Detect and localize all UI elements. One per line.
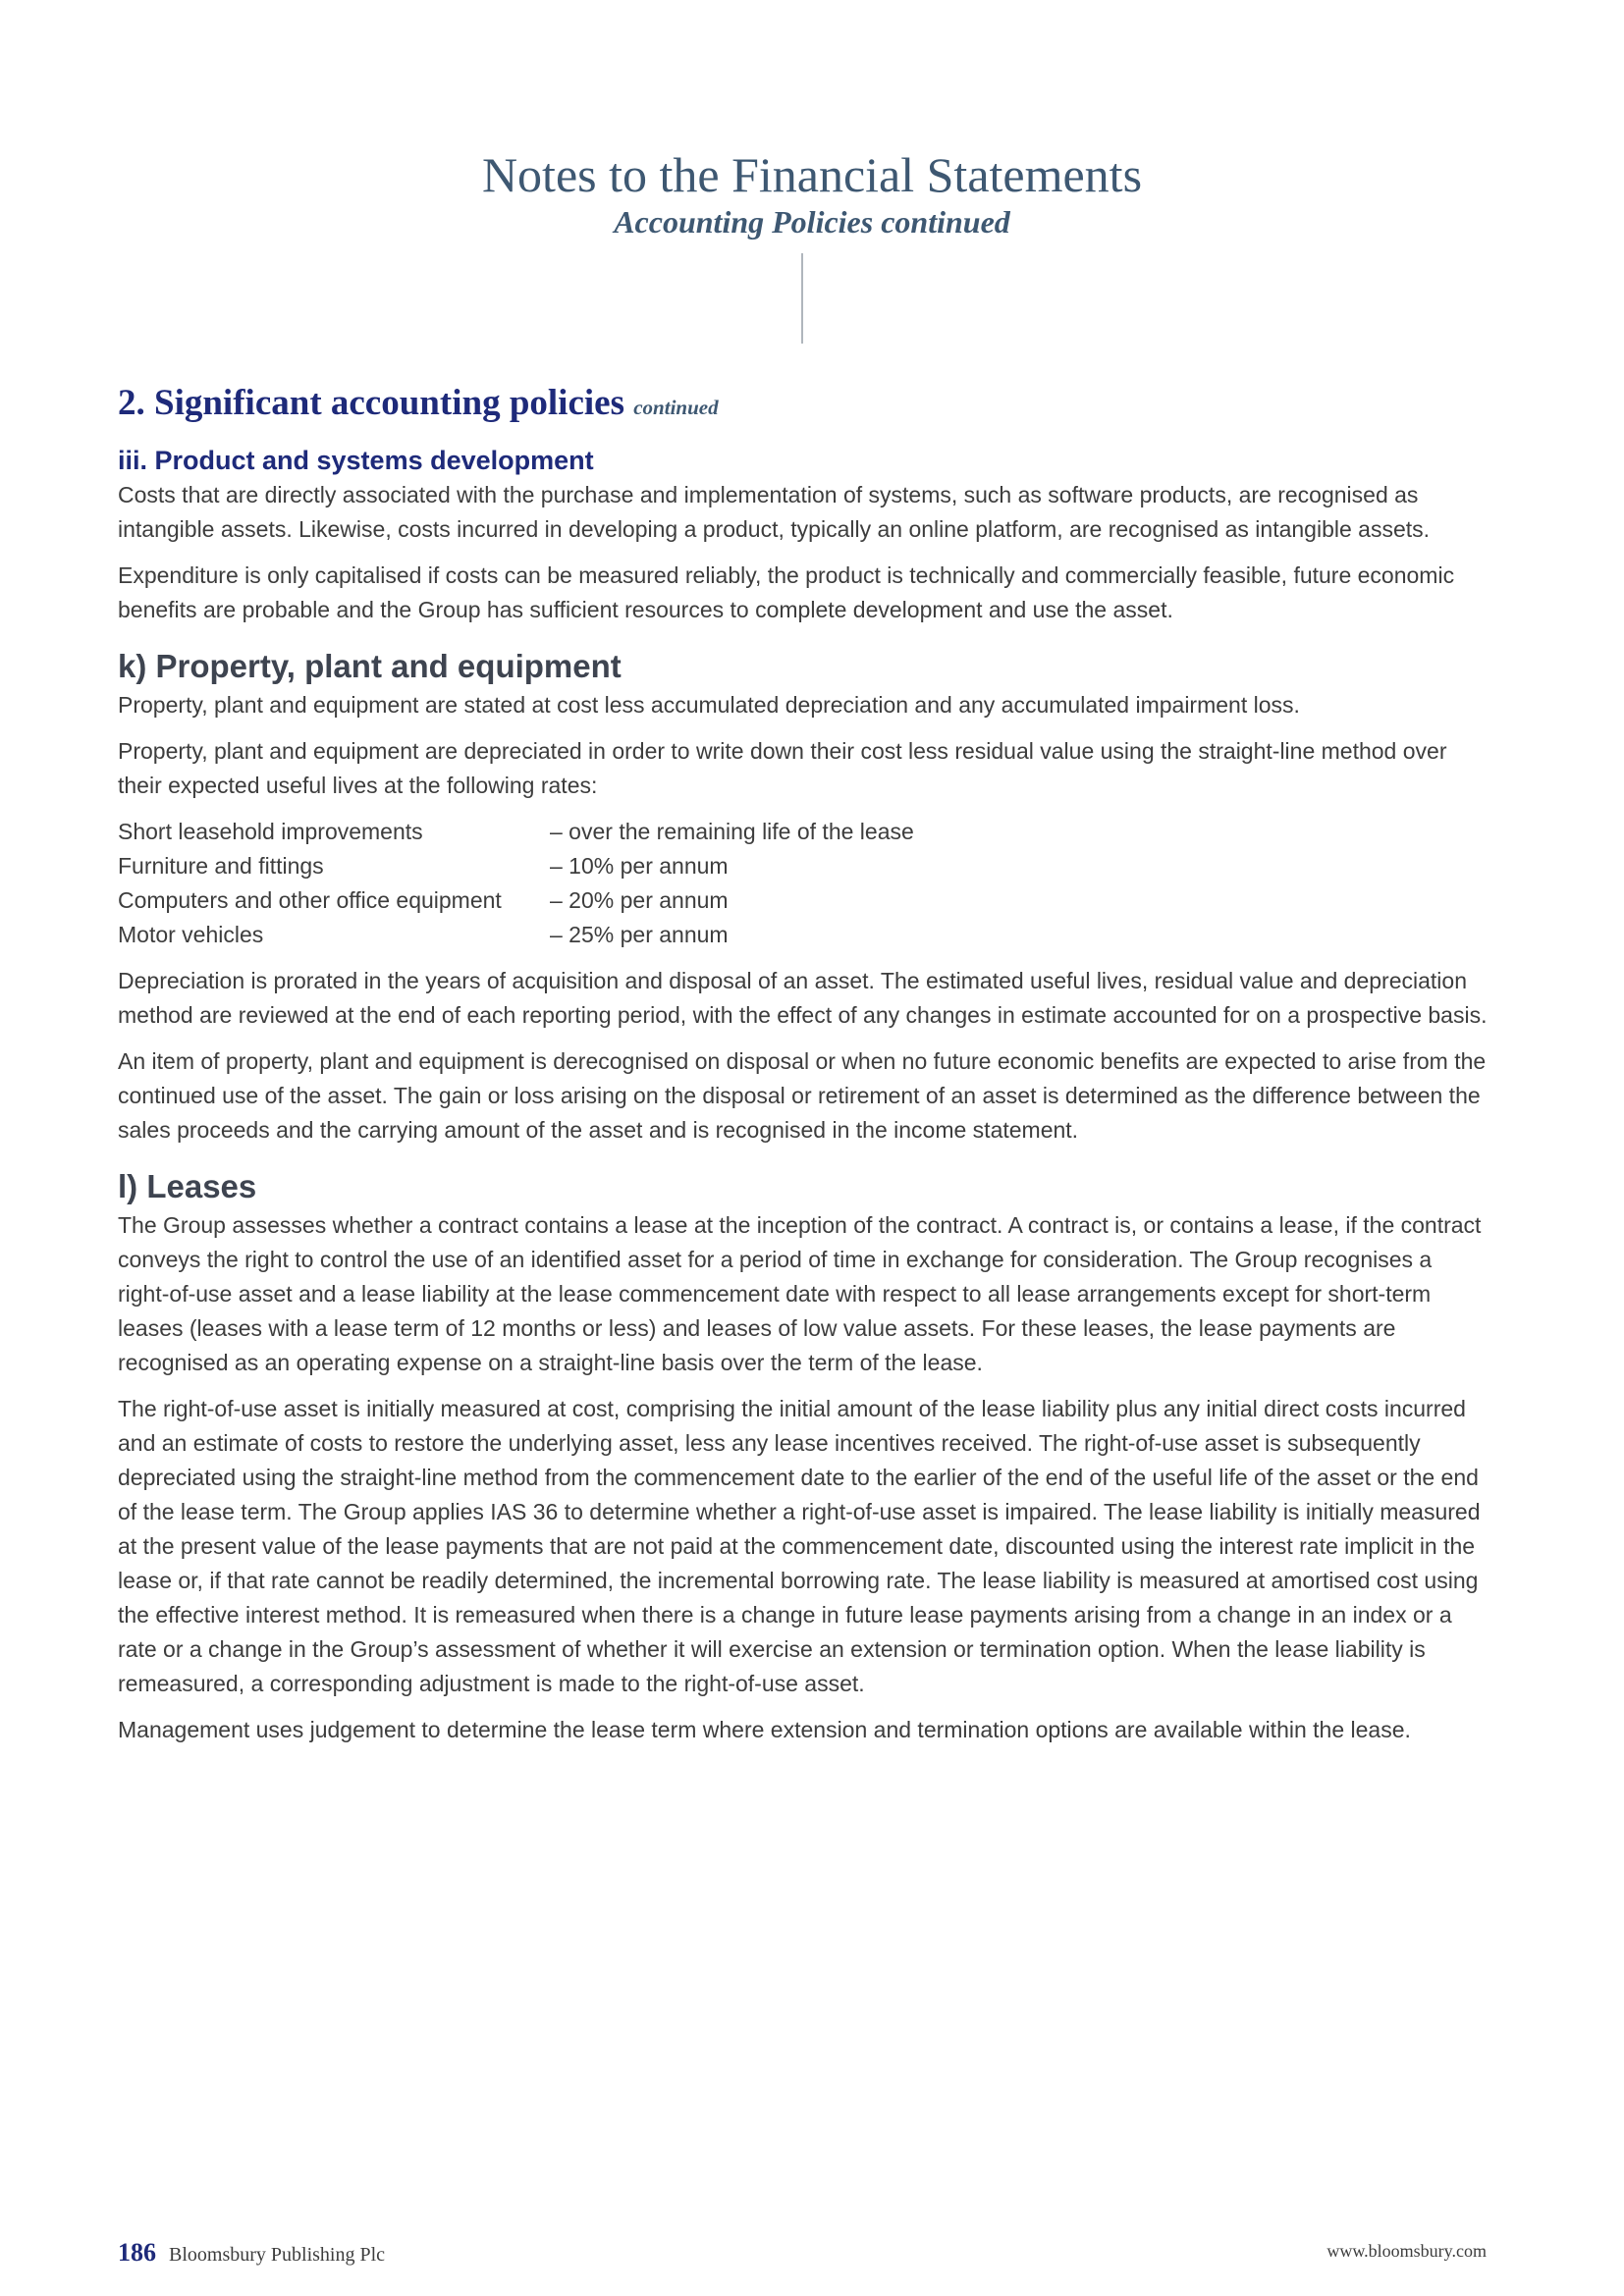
- rate-asset: Computers and other office equipment: [118, 887, 502, 913]
- section-continued-label: continued: [633, 396, 719, 419]
- leases-paragraph: The Group assesses whether a contract contains a lease at the inception of the contract. A contract is, or contains a lease, if the contract conveys the right to control the use of an identified asset for a period of time in exchange for consideration. The Group recognises a right-of-use asset and a lease liability at the lease commencement date with respect to all lease arrangements except for short-term leases (leases with a lease term of 12 months or less) and leases of low value assets. For these leases, the lease payments are recognised as an operating expense on a straight-line basis over the term of the lease.: [118, 1212, 1482, 1375]
- rate-row: [118, 918, 1488, 952]
- ppe-paragraph: Property, plant and equipment are depreciated in order to write down their cost less residual value using the straight-line method over their expected useful lives at the following rates:: [118, 738, 1447, 798]
- product-dev-paragraph: Costs that are directly associated with the purchase and implementation of systems, such as software products, are recognised as intangible assets. Likewise, costs incurred in developing a product, typically an online platform, are recognised as intangible assets.: [118, 482, 1431, 542]
- main-content: [118, 378, 1488, 1759]
- leases-paragraph: Management uses judgement to determine the lease term where extension and termination options are available within the lease.: [118, 1717, 1411, 1742]
- page-footer-left: [118, 2238, 385, 2268]
- ppe-paragraph: An item of property, plant and equipment is derecognised on disposal or when no future economic benefits are expected to arise from the continued use of the asset. The gain or loss arising on the disposal or retirement of an asset is determined as the difference between the sales proceeds and the carrying amount of the asset and is recognised in the income statement.: [118, 1048, 1487, 1143]
- rate-value: – 20% per annum: [550, 887, 729, 913]
- website-link[interactable]: www.bloomsbury.com: [1326, 2241, 1487, 2261]
- ppe-paragraph: Property, plant and equipment are stated at cost less accumulated depreciation and any accumulated impairment loss.: [118, 692, 1300, 718]
- page-subtitle: Accounting Policies continued: [614, 204, 1010, 240]
- leases-heading: l) Leases: [118, 1168, 257, 1204]
- rate-value: – 10% per annum: [550, 853, 729, 879]
- ppe-paragraph: Depreciation is prorated in the years of acquisition and disposal of an asset. The estimated useful lives, residual value and depreciation method are reviewed at the end of each reporting period, with the effect of any changes in estimate accounted for on a prospective basis.: [118, 968, 1488, 1028]
- ppe-heading: k) Property, plant and equipment: [118, 648, 622, 684]
- section-heading: [118, 378, 1488, 433]
- header-divider: [801, 253, 803, 344]
- depreciation-rates-list: [118, 815, 1488, 952]
- product-dev-paragraph: Expenditure is only capitalised if costs can be measured reliably, the product is technically and commercially feasible, future economic benefits are probable and the Group has sufficient resources to complete development and use the asset.: [118, 562, 1455, 622]
- product-dev-heading: iii. Product and systems development: [118, 446, 594, 475]
- leases-paragraph: The right-of-use asset is initially measured at cost, comprising the initial amount of the lease liability plus any initial direct costs incurred and an estimate of costs to restore the underlying asset, less any lease incentives received. The right-of-use asset is subsequently depreciated using the straight-line method from the commencement date to the earlier of the end of the useful life of the asset or the end of the lease term. The Group applies IAS 36 to determine whether a right-of-use asset is impaired. The lease liability is initially measured at the present value of the lease payments that are not paid at the commencement date, discounted using the interest rate implicit in the lease or, if that rate cannot be readily determined, the incremental borrowing rate. The lease liability is measured at amortised cost using the effective interest method. It is remeasured when there is a change in future lease payments arising from a change in an index or a rate or a change in the Group’s assessment of whether it will exercise an extension or termination option. When the lease liability is remeasured, a corresponding adjustment is made to the right-of-use asset.: [118, 1396, 1481, 1696]
- section-heading-text: 2. Significant accounting policies: [118, 383, 624, 423]
- page-header: [0, 147, 1624, 241]
- rate-asset: Motor vehicles: [118, 922, 264, 947]
- page-number: 186: [118, 2238, 156, 2267]
- page-title: Notes to the Financial Statements: [481, 147, 1143, 202]
- rate-row: [118, 883, 1488, 918]
- rate-row: [118, 849, 1488, 883]
- rate-value: – over the remaining life of the lease: [550, 819, 914, 844]
- rate-asset: Furniture and fittings: [118, 853, 324, 879]
- rate-value: – 25% per annum: [550, 922, 729, 947]
- company-name: Bloomsbury Publishing Plc: [169, 2244, 386, 2266]
- rate-row: [118, 815, 1488, 849]
- rate-asset: Short leasehold improvements: [118, 819, 423, 844]
